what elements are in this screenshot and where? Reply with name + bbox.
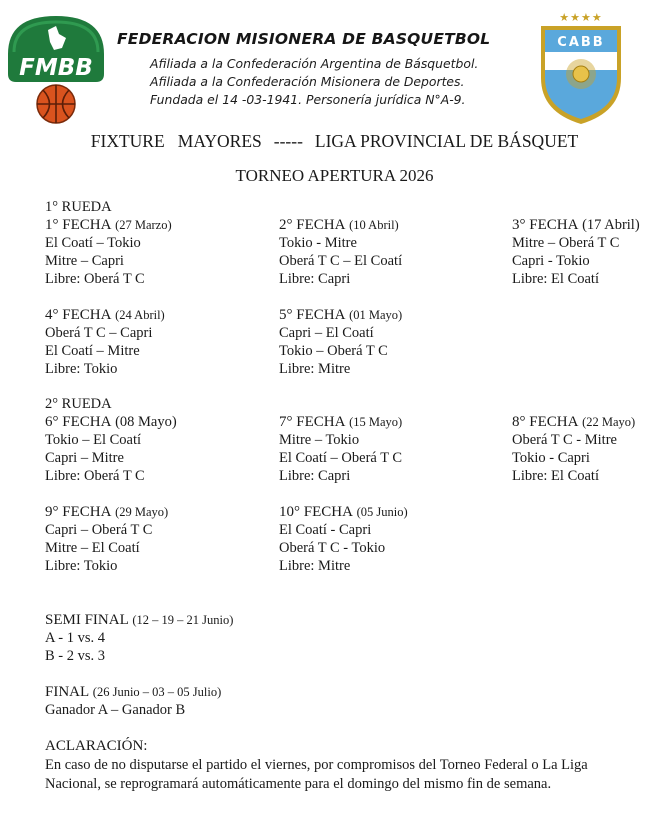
match-line: Mitre – Oberá T C xyxy=(512,235,620,251)
title-fixture: FIXTURE MAYORES xyxy=(90,131,262,151)
affiliation-line: Afiliada a la Confederación Misionera de Deportes. xyxy=(150,74,465,89)
fmbb-logo xyxy=(4,12,108,124)
final-date: (26 Junio – 03 – 05 Julio) xyxy=(92,685,222,699)
fecha-heading xyxy=(45,413,177,431)
fecha-date: (29 Mayo) xyxy=(115,505,169,519)
bye-line: Libre: Capri xyxy=(279,468,351,484)
fecha-date: (17 Abril) xyxy=(582,217,640,233)
title-separator: ----- xyxy=(273,131,303,151)
fecha-block xyxy=(512,216,640,288)
match-line: Capri – Mitre xyxy=(45,450,124,466)
semifinal-match: B - 2 vs. 3 xyxy=(45,648,106,664)
match-line: Tokio – Oberá T C xyxy=(279,343,388,359)
fecha-name: 10° FECHA xyxy=(279,504,353,520)
match-line: Capri - Tokio xyxy=(512,253,590,269)
rueda-heading: 1° RUEDA xyxy=(45,199,112,215)
match-line: Capri – El Coatí xyxy=(279,325,374,341)
semifinal-date: (12 – 19 – 21 Junio) xyxy=(132,613,234,627)
note-colon: : xyxy=(143,738,148,754)
fecha-heading xyxy=(279,503,408,521)
fecha-date: (27 Marzo) xyxy=(115,218,172,232)
fmbb-logo-text: FMBB xyxy=(19,55,93,81)
federation-info xyxy=(150,55,530,109)
fecha-heading xyxy=(512,216,640,234)
clarification-note xyxy=(45,737,645,794)
match-line: Oberá T C – El Coatí xyxy=(279,253,403,269)
match-line: Tokio - Mitre xyxy=(279,235,357,251)
fecha-heading xyxy=(279,216,402,234)
fecha-block xyxy=(279,216,402,288)
fecha-block xyxy=(45,306,165,378)
bye-line: Libre: Oberá T C xyxy=(45,468,145,484)
fecha-block xyxy=(45,503,168,575)
match-line: Tokio - Capri xyxy=(512,450,590,466)
match-line: Capri – Oberá T C xyxy=(45,522,153,538)
fecha-date: (22 Mayo) xyxy=(582,415,636,429)
federation-name: FEDERACION MISIONERA DE BASQUETBOL xyxy=(117,30,491,48)
bye-line: Libre: El Coatí xyxy=(512,271,599,287)
fecha-block xyxy=(45,216,172,288)
fecha-name: 7° FECHA xyxy=(279,414,346,430)
bye-line: Libre: El Coatí xyxy=(512,468,599,484)
match-line: Tokio – El Coatí xyxy=(45,432,142,448)
bye-line: Libre: Mitre xyxy=(279,361,351,377)
fecha-block xyxy=(512,413,635,485)
semifinal-heading xyxy=(45,611,233,629)
fecha-name: 5° FECHA xyxy=(279,307,346,323)
fecha-date: (24 Abril) xyxy=(115,308,165,322)
match-line: El Coatí – Oberá T C xyxy=(279,450,403,466)
fecha-name: 3° FECHA xyxy=(512,217,579,233)
final-block xyxy=(45,683,221,719)
bye-line: Libre: Capri xyxy=(279,271,351,287)
note-text: En caso de no disputarse el partido el viernes, por compromisos del Torneo Federal o La Liga Nacional, se reprogramará automáticamente para el domingo del mismo fin de semana. xyxy=(45,757,588,792)
fecha-name: 8° FECHA xyxy=(512,414,579,430)
fecha-block xyxy=(45,413,177,485)
fecha-heading xyxy=(45,216,172,234)
fecha-date: (01 Mayo) xyxy=(349,308,403,322)
fecha-name: 9° FECHA xyxy=(45,504,112,520)
bye-line: Libre: Tokio xyxy=(45,558,118,574)
title-league: LIGA PROVINCIAL DE BÁSQUET xyxy=(314,131,579,151)
match-line: Oberá T C - Tokio xyxy=(279,540,386,556)
fecha-date: (10 Abril) xyxy=(349,218,399,232)
final-heading xyxy=(45,683,221,701)
tournament-name: TORNEO APERTURA 2026 xyxy=(235,166,434,185)
foundation-line: Fundada el 14 -03-1941. Personería jurídica N°A-9. xyxy=(150,92,466,107)
match-line: El Coatí - Capri xyxy=(279,522,372,538)
bye-line: Libre: Tokio xyxy=(45,361,118,377)
match-line: El Coatí – Tokio xyxy=(45,235,141,251)
fecha-heading xyxy=(279,306,402,324)
fecha-date: (05 Junio) xyxy=(356,505,408,519)
fecha-name: 4° FECHA xyxy=(45,307,112,323)
bye-line: Libre: Mitre xyxy=(279,558,351,574)
rueda-heading: 2° RUEDA xyxy=(45,396,112,412)
fecha-name: 2° FECHA xyxy=(279,217,346,233)
fecha-heading xyxy=(512,413,635,431)
match-line: Mitre – Capri xyxy=(45,253,124,269)
sun-icon xyxy=(566,59,596,89)
fecha-block xyxy=(279,413,402,485)
match-line: Oberá T C – Capri xyxy=(45,325,153,341)
document-title xyxy=(0,131,669,152)
bye-line: Libre: Oberá T C xyxy=(45,271,145,287)
fecha-block xyxy=(279,503,408,575)
final-match: Ganador A – Ganador B xyxy=(45,702,186,718)
match-line: El Coatí – Mitre xyxy=(45,343,140,359)
fecha-name: 6° FECHA xyxy=(45,414,112,430)
fecha-block xyxy=(279,306,402,378)
semifinal-block xyxy=(45,611,233,665)
final-name: FINAL xyxy=(45,684,90,700)
affiliation-line: Afiliada a la Confederación Argentina de Básquetbol. xyxy=(150,56,479,71)
letterhead xyxy=(0,0,669,125)
fecha-heading xyxy=(45,503,168,521)
match-line: Mitre – Tokio xyxy=(279,432,360,448)
match-line: Mitre – El Coatí xyxy=(45,540,140,556)
fecha-date: (08 Mayo) xyxy=(115,414,177,430)
fecha-date: (15 Mayo) xyxy=(349,415,403,429)
note-heading xyxy=(45,737,645,756)
note-title: ACLARACIÓN xyxy=(45,738,144,754)
semifinal-name: SEMI FINAL xyxy=(45,612,129,628)
cabb-stars: ★★★★ xyxy=(559,11,603,24)
match-line: Oberá T C - Mitre xyxy=(512,432,617,448)
fecha-heading xyxy=(45,306,165,324)
cabb-logo xyxy=(537,8,625,126)
fecha-name: 1° FECHA xyxy=(45,217,112,233)
cabb-logo-text: CABB xyxy=(557,35,605,50)
fecha-heading xyxy=(279,413,402,431)
semifinal-match: A - 1 vs. 4 xyxy=(45,630,106,646)
